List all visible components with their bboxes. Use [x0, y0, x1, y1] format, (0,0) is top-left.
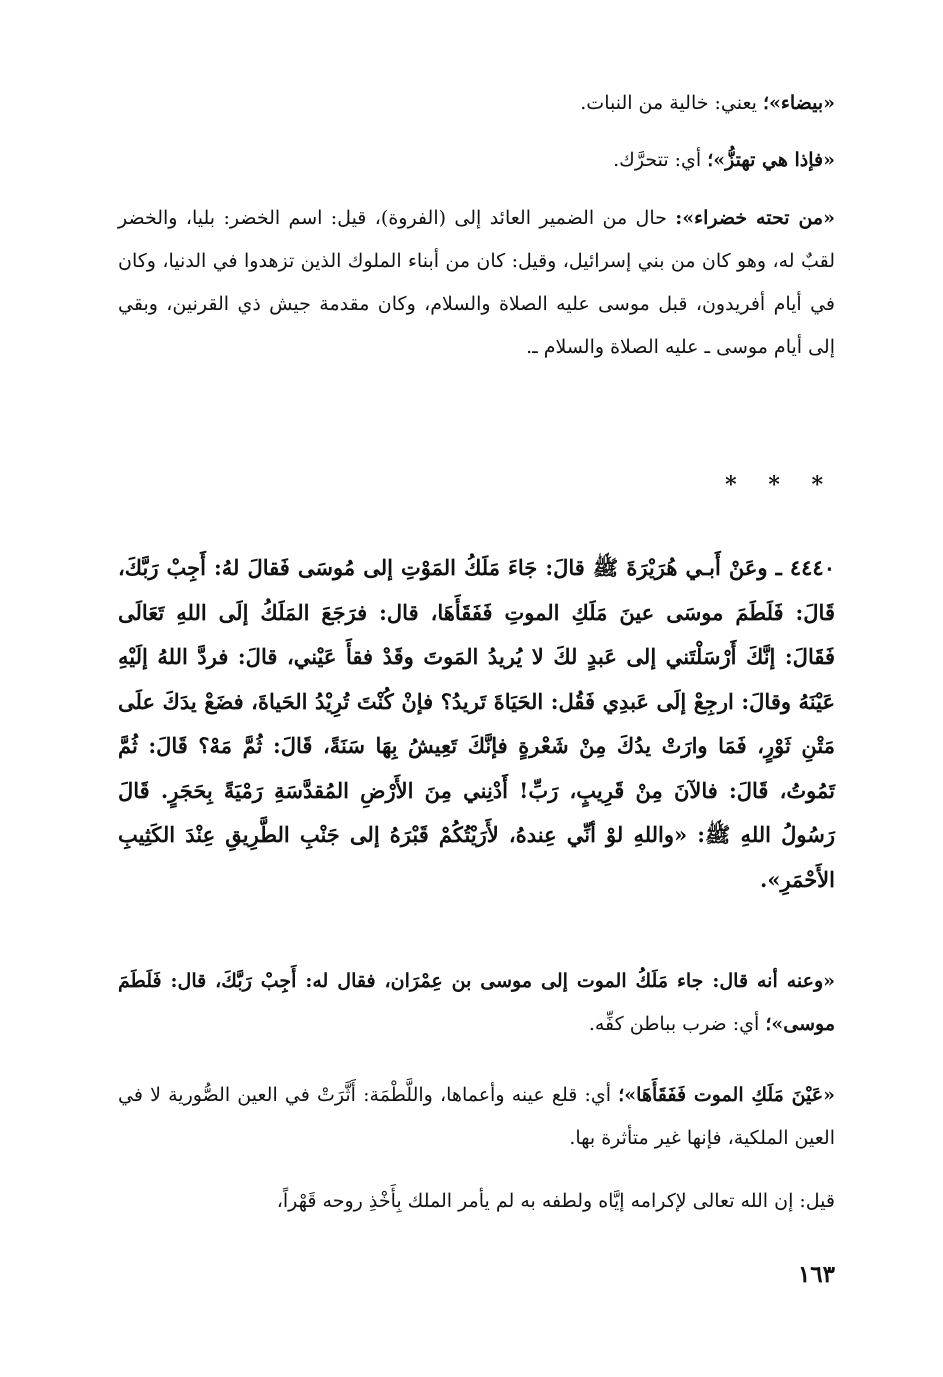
gloss-text: أي: تتحرَّك. — [613, 149, 708, 171]
section-separator: * * * — [725, 472, 835, 498]
gloss-lemma: «من تحته خضراء»: — [675, 207, 835, 229]
page-number: ١٦٣ — [797, 1261, 835, 1288]
commentary-text: قيل: إن الله تعالى لإكرامه إيَّاه ولطفه به لم يأمر الملك بِأَخْذِ روحه قَهْراً، — [276, 1190, 835, 1212]
gloss-paragraph-tahtazz — [118, 139, 835, 182]
commentary-paragraph-wa-anhu — [118, 960, 835, 1046]
commentary-paragraph-qila — [118, 1180, 835, 1223]
commentary-text: أي: ضرب بباطن كفِّه. — [588, 1013, 766, 1035]
gloss-text: يعني: خالية من النبات. — [580, 92, 763, 114]
hadith-paragraph: ٤٤٤٠ ـ وعَنْ أَبـي هُرَيْرَةَ ﷺ قالَ: جَاءَ مَلَكُ المَوْتِ إلى مُوسَى فَقالَ لهُ: أَجِبْ رَبَّكَ، قَالَ: فَلَطَمَ موسَى عينَ مَلَكِ الموتِ فَفَقَأَهَا، قال: فرَجَعَ المَلَكُ إلَى اللهِ تَعَالَى فَقَالَ: إنَّكَ أَرْسَلْتَني إلى عَبدٍ لكَ لا يُريدُ المَوتَ وقَدْ فقأَ عَيْني، قالَ: فردَّ اللهُ إلَيْهِ عَيْنَهُ وقالَ: ارجِعْ إلَى عَبدِي فَقُل: الحَيَاةَ تَريدُ؟ فإنْ كُنْتَ تُرِيْدُ الحَياةَ، فضَعْ يدَكَ علَى مَتْنِ ثَوْرٍ، فَمَا وارَتْ يدُكَ مِنْ شَعْرةٍ فإنَّكَ تَعِيشُ بِهَا سَنَةً، قَالَ: ثُمَّ مَهْ؟ قَالَ: ثُمَّ تَمُوتُ، قَالَ: فالآنَ مِنْ قَرِيبٍ، رَبِّ! أَدْنِني مِنَ الأَرْضِ المُقدَّسَةِ رَمْيَةً بِحَجَرٍ. قَالَ رَسُولُ اللهِ ﷺ: «واللهِ لوْ أنِّي عِندهُ، لأَرَيْتُكُمْ قَبْرَهُ إلى جَنْبِ الطَّرِيقِ عِنْدَ الكَثِيبِ الأَحْمَرِ». — [118, 555, 835, 892]
document-page — [118, 0, 835, 1377]
commentary-text: أي: قلع عينه وأعماها، واللَّطْمَة: أَثَّرَتْ في العين الصُّورية لا في العين الملكية، فإنها غير متأثرة بها. — [118, 1084, 835, 1149]
gloss-paragraph-khadraa — [118, 197, 835, 369]
commentary-paragraph-ayn — [118, 1074, 835, 1160]
gloss-lemma: «بيضاء»؛ — [762, 92, 835, 114]
commentary-lemma: «عَيْنَ مَلَكِ الموت فَفَقَأَهَا»؛ — [618, 1084, 835, 1106]
commentary-lemma: «وعنه أنه قال: جاء مَلَكُ الموت إلى موسى بن عِمْرَان، فقال له: أَجِبْ رَبَّكَ، قال: فَلَطَمَ موسى»؛ — [118, 970, 835, 1035]
gloss-lemma: «فإذا هي تهتزُّ»؛ — [707, 149, 835, 171]
gloss-paragraph-baydaa — [118, 82, 835, 125]
gloss-text: حال من الضمير العائد إلى (الفروة)، قيل: اسم الخضر: بليا، والخضر لقبٌ له، وهو كان من بني إسرائيل، وقيل: كان من أبناء الملوك الذين تزهدوا في الدنيا، وكان في أيام أفريدون، قبل موسى عليه الصلاة والسلام، وكان مقدمة جيش ذي القرنين، وبقي إلى أيام موسى ـ عليه الصلاة والسلام ـ. — [118, 207, 835, 358]
